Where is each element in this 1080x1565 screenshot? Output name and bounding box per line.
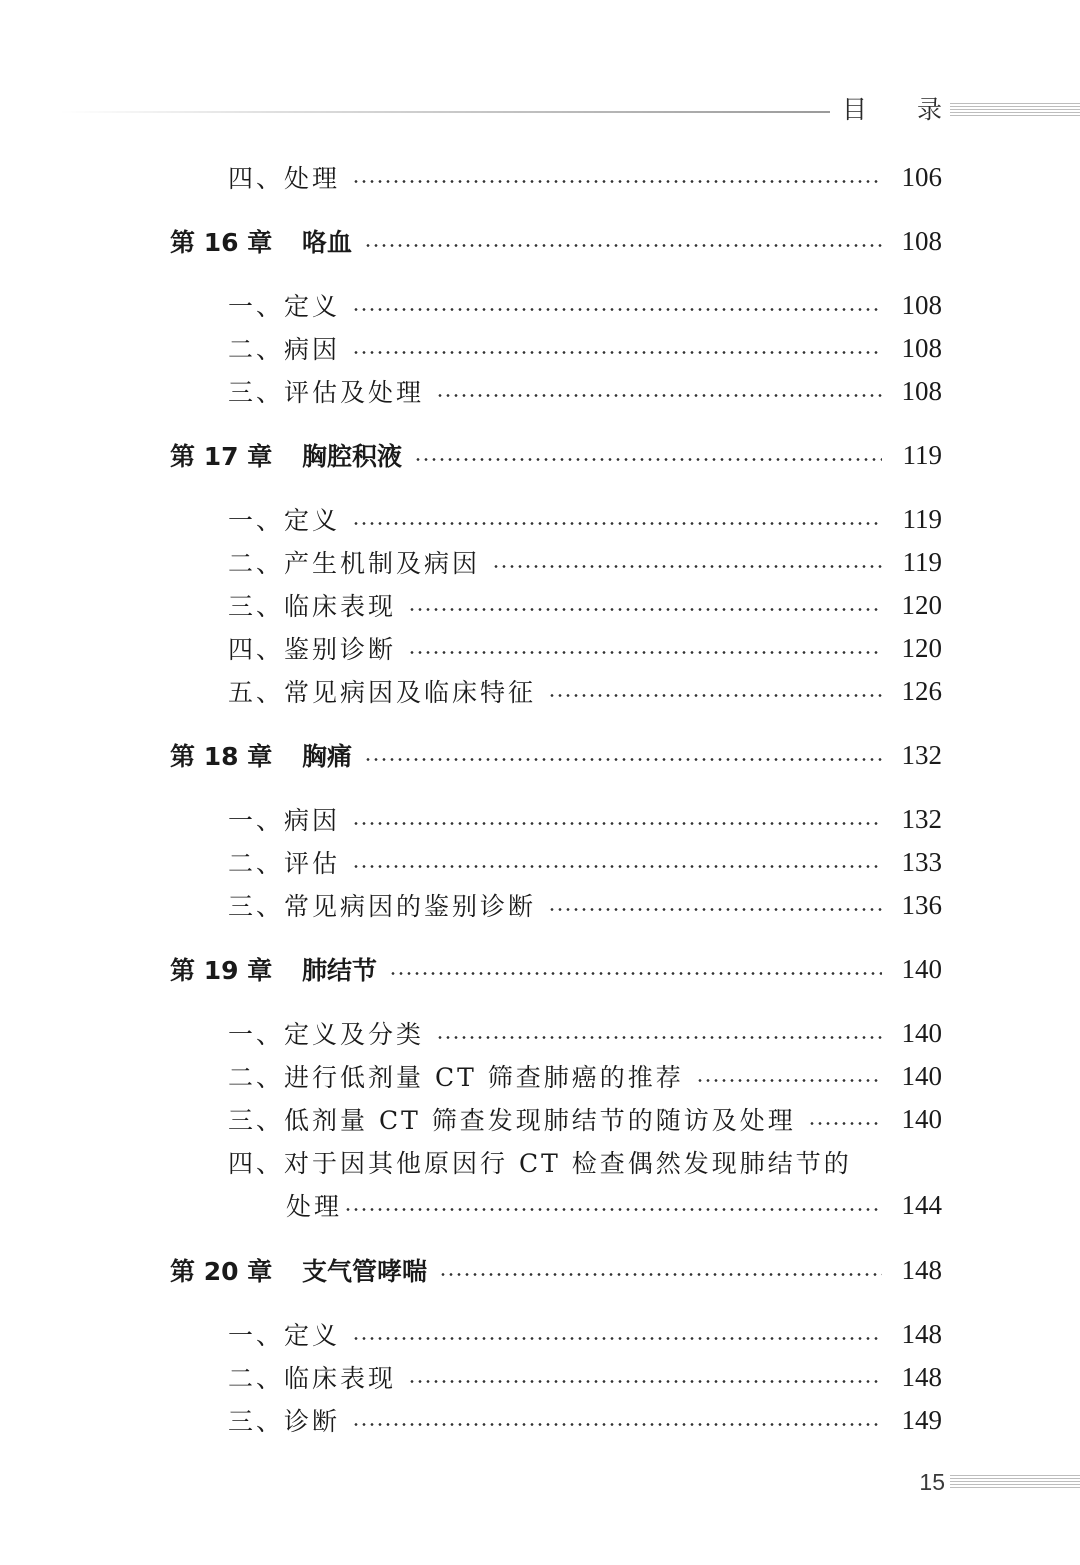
toc-entry-page: 140 xyxy=(901,1103,942,1134)
toc-entry[interactable] xyxy=(228,885,942,925)
toc-entry-page: 119 xyxy=(902,546,942,577)
toc-entry-title: 二、评估 xyxy=(228,849,341,878)
footer-hatch-ornament xyxy=(950,1475,1080,1489)
toc-entry-title[interactable]: 四、对于因其他原因行 CT 检查偶然发现肺结节的 xyxy=(228,1149,852,1178)
toc-entry[interactable] xyxy=(228,157,942,197)
toc-entry-title: 一、定义 xyxy=(228,1321,341,1350)
toc-entry-title: 二、临床表现 xyxy=(228,1364,397,1393)
toc-entry-title: 二、病因 xyxy=(228,335,341,364)
toc-entry-page: 149 xyxy=(901,1404,942,1435)
toc-leader-dots xyxy=(352,1423,882,1426)
toc-entry-page: 148 xyxy=(901,1318,942,1349)
toc-entry[interactable] xyxy=(228,1056,942,1096)
toc-leader-dots xyxy=(352,522,882,525)
toc-entry[interactable] xyxy=(228,542,942,582)
toc-chapter-16[interactable] xyxy=(170,221,942,261)
toc-entry-title: 三、临床表现 xyxy=(228,592,397,621)
toc-chapter-17[interactable] xyxy=(170,435,942,475)
toc-entry-title: 四、处理 xyxy=(228,164,341,193)
chapter-page: 132 xyxy=(901,739,942,770)
header-title-char: 目 xyxy=(842,95,868,124)
toc-leader-dots xyxy=(352,351,882,354)
toc-entry-title: 五、常见病因及临床特征 xyxy=(228,678,537,707)
toc-leader-dots xyxy=(696,1079,882,1082)
toc-entry[interactable] xyxy=(228,842,942,882)
chapter-label: 第 20 章 xyxy=(170,1257,273,1286)
toc-entry-title: 二、进行低剂量 CT 筛查肺癌的推荐 xyxy=(228,1063,684,1092)
toc-leader-dots xyxy=(408,1380,882,1383)
toc-leader-dots xyxy=(548,694,882,697)
toc-leader-dots xyxy=(352,308,882,311)
toc-entry-page: 106 xyxy=(901,161,942,192)
toc-entry-title: 三、常见病因的鉴别诊断 xyxy=(228,892,537,921)
toc-leader-dots xyxy=(414,458,882,461)
toc-leader-dots xyxy=(439,1273,882,1276)
toc-leader-dots xyxy=(548,908,882,911)
chapter-label: 第 19 章 xyxy=(170,956,273,985)
toc-chapter-19[interactable] xyxy=(170,949,942,989)
page-number: 15 xyxy=(919,1469,945,1495)
toc-leader-dots xyxy=(436,394,882,397)
toc-entry-title: 一、病因 xyxy=(228,806,341,835)
header-hatch-ornament xyxy=(950,103,1080,117)
toc-chapter-18[interactable] xyxy=(170,735,942,775)
toc-entry[interactable] xyxy=(228,1357,942,1397)
toc-entry-continued[interactable] xyxy=(286,1185,942,1225)
toc-entry-title: 一、定义 xyxy=(228,292,341,321)
toc-entry-page: 126 xyxy=(901,675,942,706)
toc-entry-page: 120 xyxy=(901,589,942,620)
toc-leader-dots xyxy=(352,865,882,868)
chapter-page: 119 xyxy=(902,439,942,470)
toc-leader-dots xyxy=(408,651,882,654)
toc-entry[interactable] xyxy=(228,671,942,711)
toc-entry-page: 120 xyxy=(901,632,942,663)
toc-entry-title: 二、产生机制及病因 xyxy=(228,549,481,578)
header-title-char: 录 xyxy=(916,95,942,124)
toc-entry-page: 140 xyxy=(901,1060,942,1091)
toc-entry-title: 三、低剂量 CT 筛查发现肺结节的随访及处理 xyxy=(228,1106,796,1135)
toc-leader-dots xyxy=(408,608,882,611)
toc-entry-title: 三、诊断 xyxy=(228,1407,341,1436)
chapter-title: 支气管哮喘 xyxy=(302,1257,428,1286)
toc-entry-title: 四、鉴别诊断 xyxy=(228,635,397,664)
toc-entry-title: 一、定义 xyxy=(228,506,341,535)
chapter-page: 108 xyxy=(901,225,942,256)
chapter-label: 第 18 章 xyxy=(170,742,273,771)
toc-entry[interactable] xyxy=(228,799,942,839)
toc-entry-page: 108 xyxy=(901,289,942,320)
toc-leader-dots xyxy=(808,1122,882,1125)
toc-leader-dots xyxy=(352,1337,882,1340)
chapter-page: 148 xyxy=(901,1254,942,1285)
header-rule xyxy=(60,111,830,113)
chapter-page: 140 xyxy=(901,953,942,984)
toc-entry[interactable] xyxy=(228,1013,942,1053)
toc-entry-page: 140 xyxy=(901,1017,942,1048)
toc-leader-dots xyxy=(344,1208,882,1211)
toc-entry[interactable] xyxy=(228,371,942,411)
toc-leader-dots xyxy=(364,758,882,761)
chapter-label: 第 16 章 xyxy=(170,228,273,257)
toc-entry[interactable] xyxy=(228,1099,942,1139)
toc-entry[interactable] xyxy=(228,628,942,668)
toc-leader-dots xyxy=(352,180,882,183)
toc-entry-title-cont: 处理 xyxy=(286,1192,343,1221)
toc-entry[interactable] xyxy=(228,285,942,325)
toc-leader-dots xyxy=(352,822,882,825)
chapter-title: 肺结节 xyxy=(302,956,378,985)
toc-entry-page: 148 xyxy=(901,1361,942,1392)
toc-entry-title: 一、定义及分类 xyxy=(228,1020,425,1049)
chapter-title: 胸腔积液 xyxy=(302,442,403,471)
chapter-title: 胸痛 xyxy=(302,742,353,771)
toc-entry-page: 133 xyxy=(901,846,942,877)
toc-entry-page: 108 xyxy=(901,375,942,406)
toc-entry[interactable] xyxy=(228,328,942,368)
toc-entry-page: 136 xyxy=(901,889,942,920)
toc-entry[interactable] xyxy=(228,1400,942,1440)
toc-entry-title: 三、评估及处理 xyxy=(228,378,425,407)
toc-entry-page: 144 xyxy=(901,1189,942,1220)
toc-leader-dots xyxy=(436,1036,882,1039)
toc-leader-dots xyxy=(389,972,882,975)
toc-entry-page: 119 xyxy=(902,503,942,534)
toc-leader-dots xyxy=(364,244,882,247)
toc-leader-dots xyxy=(492,565,882,568)
chapter-title: 咯血 xyxy=(302,228,353,257)
toc-entry[interactable] xyxy=(228,1314,942,1354)
toc-entry[interactable] xyxy=(228,585,942,625)
toc-chapter-20[interactable] xyxy=(170,1250,942,1290)
toc-entry-page: 108 xyxy=(901,332,942,363)
header-title xyxy=(842,92,942,128)
chapter-label: 第 17 章 xyxy=(170,442,273,471)
toc-entry[interactable] xyxy=(228,499,942,539)
toc-entry-page: 132 xyxy=(901,803,942,834)
